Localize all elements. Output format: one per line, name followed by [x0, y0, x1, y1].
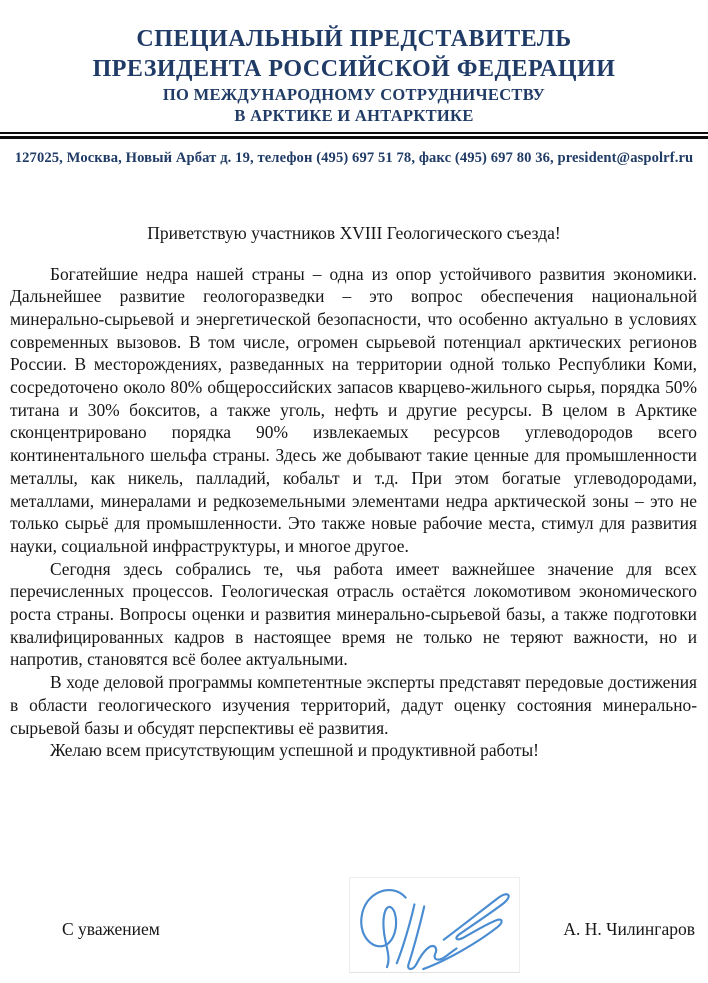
contact-line: 127025, Москва, Новый Арбат д. 19, телефон (495) 697 51 78, факс (495) 697 80 36, president@aspolrf.ru	[14, 149, 694, 166]
letterhead-divider	[0, 132, 708, 139]
letterhead	[0, 0, 708, 126]
signature-image	[349, 877, 520, 973]
letterhead-title-line2: ПРЕЗИДЕНТА РОССИЙСКОЙ ФЕДЕРАЦИИ	[92, 56, 616, 82]
paragraph: Сегодня здесь собрались те, чья работа имеет важнейшее значение для всех перечисленных процессов. Геологическая отрасль остаётся локомотивом экономического роста страны. Вопросы оценки и развития минерально-сырьевой базы, а также подготовки квалифицированных кадров в настоящее время не только не теряют важности, но и напротив, становятся всё более актуальными.	[10, 558, 697, 670]
paragraph: Богатейшие недра нашей страны – одна из опор устойчивого развития экономики. Дальнейшее развитие геологоразведки – это вопрос обеспечения национальной минерально-сырьевой и энергетической безопасности, что особенно актуально в условиях современных вызовов. В том числе, огромен сырьевой потенциал арктических регионов России. В месторождениях, разведанных на территории одной только Республики Коми, сосредоточено около 80% общероссийских запасов кварцево-жильного сырья, порядка 50% титана и 30% бокситов, а также уголь, нефть и другие ресурсы. В целом в Арктике сконцентрировано порядка 90% извлекаемых ресурсов углеводородов всего континентального шельфа страны. Здесь же добывают такие ценные для промышленности металлы, как никель, палладий, кобальт и т.д. При этом богатые углеводородами, металлами, минералами и редкоземельными элементами недра арктической зоны – это не только сырьё для промышленности. Это также новые рабочие места, стимул для развития науки, социальной инфраструктуры, и многое другое.	[10, 263, 697, 556]
letter-body	[10, 263, 697, 762]
paragraph: Желаю всем присутствующим успешной и продуктивной работы!	[50, 740, 539, 761]
closing-phrase: С уважением	[62, 919, 160, 939]
paragraph: В ходе деловой программы компетентные эксперты представят передовые достижения в области геологического изучения территорий, дадут оценку состояния минерально-сырьевой базы и обсудят перспективы её развития.	[10, 672, 697, 738]
letterhead-title-line1: СПЕЦИАЛЬНЫЙ ПРЕДСТАВИТЕЛЬ	[136, 26, 572, 52]
handwritten-signature-icon	[350, 878, 519, 972]
letterhead-subtitle-line1: ПО МЕЖДУНАРОДНОМУ СОТРУДНИЧЕСТВУ	[162, 85, 546, 104]
salutation: Приветствую участников XVIII Геологического съезда!	[147, 222, 561, 243]
signer-name: А. Н. Чилингаров	[563, 919, 695, 939]
letterhead-subtitle-line2: В АРКТИКЕ И АНТАРКТИКЕ	[234, 106, 474, 125]
